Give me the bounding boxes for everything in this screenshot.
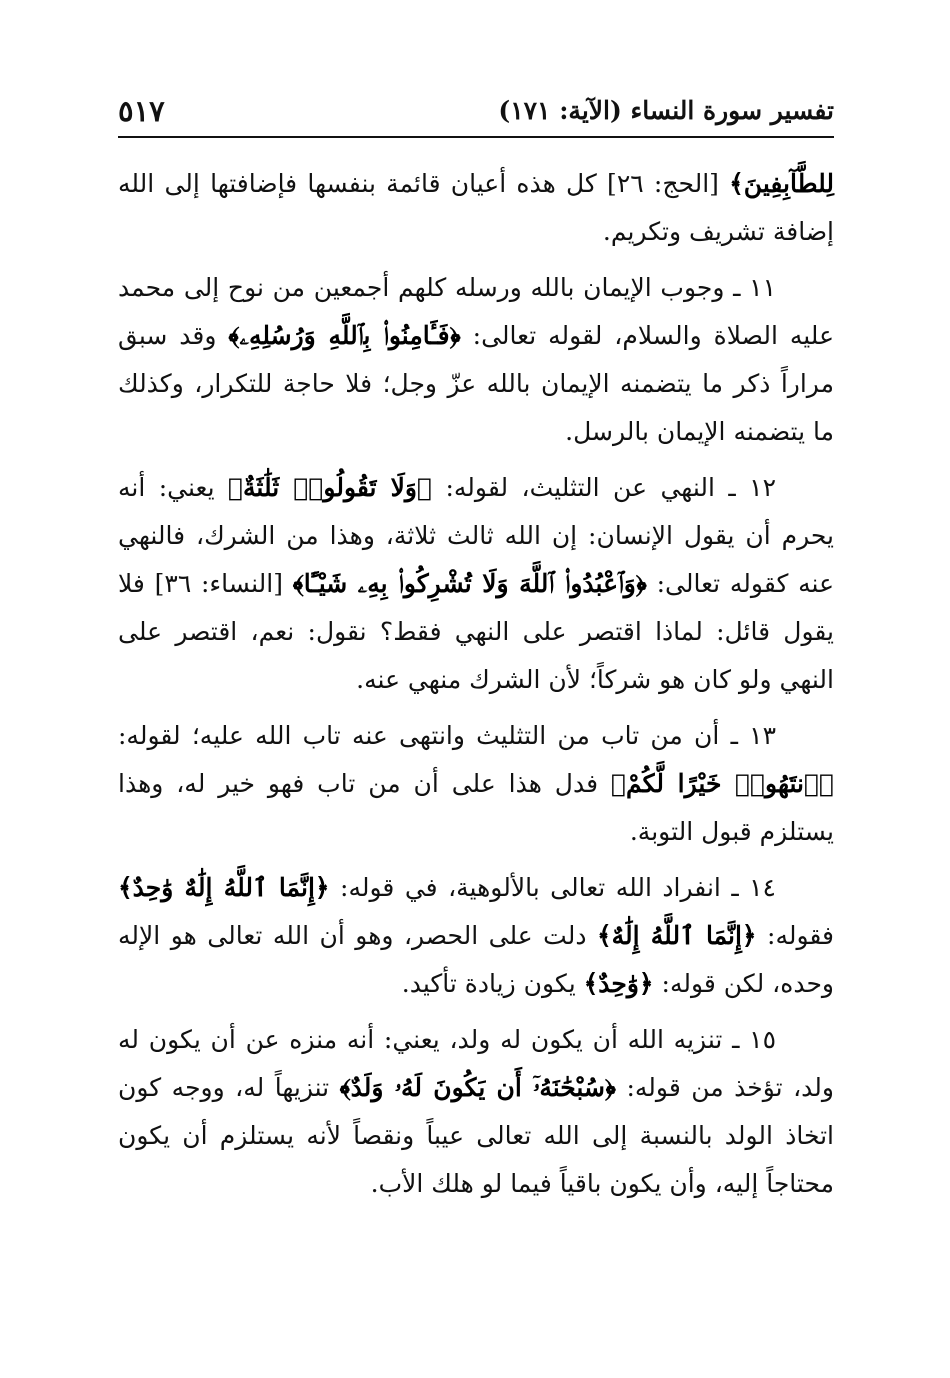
header-rule: [118, 136, 834, 138]
paragraph-text: تنزيهاً له، ووجه كون اتخاذ الولد بالنسبة إلى الله تعالى عيباً ونقصاً لأنه يستلزم أن يكون محتاجاً إليه، وأن يكون باقياً فيما لو هلك الأب.: [118, 1073, 834, 1198]
paragraph-text: فدل هذا على أن من تاب فهو خير له، وهذا يستلزم قبول التوبة.: [118, 769, 834, 846]
paragraph: [118, 1016, 834, 1208]
quran-verse: ﴿وَٱعْبُدُوا۟ ٱللَّهَ وَلَا تُشْرِكُوا۟ بِهِۦ شَيْـًٔا﴾: [292, 569, 647, 598]
paragraph-text: [الحج: ٢٦] كل هذه أعيان قائمة بنفسها فإضافتها إلى الله إضافة تشريف وتكريم.: [118, 169, 834, 246]
quran-verse: ﴿ٱنتَهُوا۟ خَيْرًا لَّكُمْ﴾: [610, 769, 834, 798]
paragraph: [118, 160, 834, 256]
paragraph-text: ١٢ ـ النهي عن التثليث، لقوله:: [432, 473, 776, 502]
paragraph-text: ١١ ـ وجوب الإيمان بالله ورسله كلهم أجمعين من نوح إلى محمد عليه الصلاة والسلام، لقوله تعالى:: [118, 273, 834, 350]
paragraph-text: يعني: أنه يحرم أن يقول الإنسان: إن الله ثالث ثلاثة، وهذا من الشرك، فالنهي عنه كقوله تعالى:: [118, 473, 835, 598]
paragraph-text: دلت على الحصر، وهو أن الله تعالى هو الإله وحده، لكن قوله:: [118, 921, 834, 998]
quran-verse: لِلطَّآبِفِينَ﴾: [729, 169, 834, 198]
paragraph-text: وقد سبق مراراً ذكر ما يتضمنه الإيمان بالله عزّ وجل؛ فلا حاجة للتكرار، وكذلك ما يتضمنه الإيمان بالرسل.: [118, 321, 834, 446]
paragraph-text: [النساء: ٣٦] فلا يقول قائل: لماذا اقتصر على النهي فقط؟ نقول: نعم، اقتصر على النهي ولو كان هو شركاً؛ لأن الشرك منهي عنه.: [118, 569, 834, 694]
quran-verse: ﴿إِنَّمَا ٱللَّهُ إِلَٰهٌ وَٰحِدٌ﴾: [118, 873, 330, 902]
running-title: تفسير سورة النساء (الآية: ١٧١): [498, 96, 834, 125]
body-text: [118, 160, 834, 1216]
quran-verse: ﴿وَٰحِدٌ﴾: [583, 969, 654, 998]
page-number: ٥١٧: [118, 94, 165, 128]
quran-verse: ﴿فَـَٔامِنُوا۟ بِٱللَّهِ وَرُسُلِهِۦ﴾: [228, 321, 461, 350]
paragraph-text: ١٤ ـ انفراد الله تعالى بالألوهية، في قوله:: [329, 873, 776, 902]
quran-verse: ﴿سُبْحَٰنَهُۥٓ أَن يَكُونَ لَهُۥ وَلَدٌ﴾: [339, 1073, 616, 1102]
paragraph: [118, 712, 834, 856]
page-header: [118, 92, 834, 132]
paragraph-text: فقوله:: [756, 921, 835, 950]
paragraph: [118, 264, 834, 456]
paragraph-text: يكون زيادة تأكيد.: [401, 969, 584, 998]
paragraph: [118, 864, 834, 1008]
quran-verse: ﴿إِنَّمَا ٱللَّهُ إِلَٰهٌ﴾: [596, 921, 757, 950]
quran-verse: ﴿وَلَا تَقُولُوا۟ ثَلَٰثَةٌ﴾: [228, 473, 433, 502]
paragraph: [118, 464, 834, 704]
paragraph-text: ١٥ ـ تنزيه الله أن يكون له ولد، يعني: أنه منزه عن أن يكون له ولد، تؤخذ من قوله:: [118, 1025, 834, 1102]
paragraph-text: ١٣ ـ أن من تاب من التثليث وانتهى عنه تاب الله عليه؛ لقوله:: [118, 721, 776, 750]
